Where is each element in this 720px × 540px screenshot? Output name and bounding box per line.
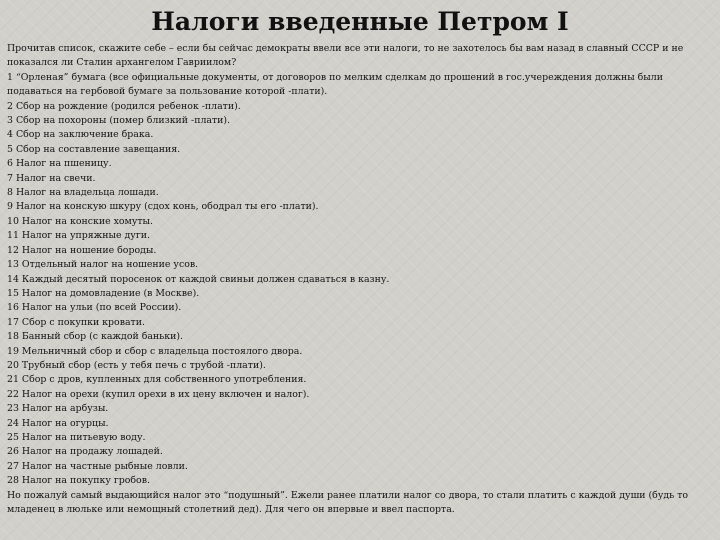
list-item: 24 Налог на огурцы. (7, 417, 109, 429)
conclusion-paragraph: Но пожалуй самый выдающийся налог это “подушный”. Ежели ранее платили налог со двора, то стали платить с каждой души (будь то младенец в люльке или немощный столетний дед). Для чего он впервые и ввел паспорта. (7, 489, 689, 515)
list-item: 6 Налог на пшеницу. (7, 158, 112, 170)
list-item: 8 Налог на владельца лошади. (7, 187, 159, 199)
list-item: 22 Налог на орехи (купил орехи в их цену включен и налог). (7, 388, 310, 400)
list-item: 2 Сбор на рождение (родился ребенок -плати). (7, 100, 241, 112)
page-title: Налоги введенные Петром I (151, 7, 569, 36)
list-item: 11 Налог на упряжные дуги. (7, 230, 150, 242)
list-item: 14 Каждый десятый поросенок от каждой свиньи должен сдаваться в казну. (7, 273, 390, 285)
intro-paragraph: Прочитав список, скажите себе – если бы сейчас демократы ввели все эти налоги, то не захотелось бы вам назад в славный СССР и не показался ли Сталин архангелом Гавриилом? (7, 43, 684, 69)
list-item: 16 Налог на ульи (по всей России). (7, 302, 182, 314)
list-item: 4 Сбор на заключение брака. (7, 129, 154, 141)
list-item: 15 Налог на домовладение (в Москве). (7, 287, 200, 299)
list-item: 23 Налог на арбузы. (7, 403, 109, 415)
list-item: 1 “Орленая” бумага (все официальные документы, от договоров по мелким сделкам до прошений в гос.учереждения должны были подаваться на гербовой бумаге за пользование которой -плати). (7, 71, 663, 98)
list-item: 17 Сбор с покупки кровати. (7, 316, 145, 328)
list-item: 10 Налог на конские хомуты. (7, 215, 153, 227)
list-item: 25 Налог на питьевую воду. (7, 431, 146, 443)
list-item: 7 Налог на свечи. (7, 172, 96, 184)
list-item: 28 Налог на покупку гробов. (7, 475, 150, 487)
list-item: 13 Отдельный налог на ношение усов. (7, 259, 199, 271)
list-item: 5 Сбор на составление завещания. (7, 143, 181, 155)
list-item: 27 Налог на частные рыбные ловли. (7, 460, 188, 472)
list-item: 3 Сбор на похороны (помер близкий -плати). (7, 115, 231, 127)
list-item: 20 Трубный сбор (есть у тебя печь с трубой -плати). (7, 359, 266, 371)
list-item: 19 Мельничный сбор и сбор с владельца постоялого двора. (7, 345, 303, 357)
list-item: 26 Налог на продажу лошадей. (7, 446, 163, 458)
body-text (7, 42, 713, 517)
list-item: 18 Банный сбор (с каждой баньки). (7, 331, 184, 343)
list-item: 21 Сбор с дров, купленных для собственного употребления. (7, 374, 307, 386)
list-item: 9 Налог на конскую шкуру (сдох конь, ободрал ты его -плати). (7, 201, 319, 213)
list-item: 12 Налог на ношение бороды. (7, 244, 157, 256)
